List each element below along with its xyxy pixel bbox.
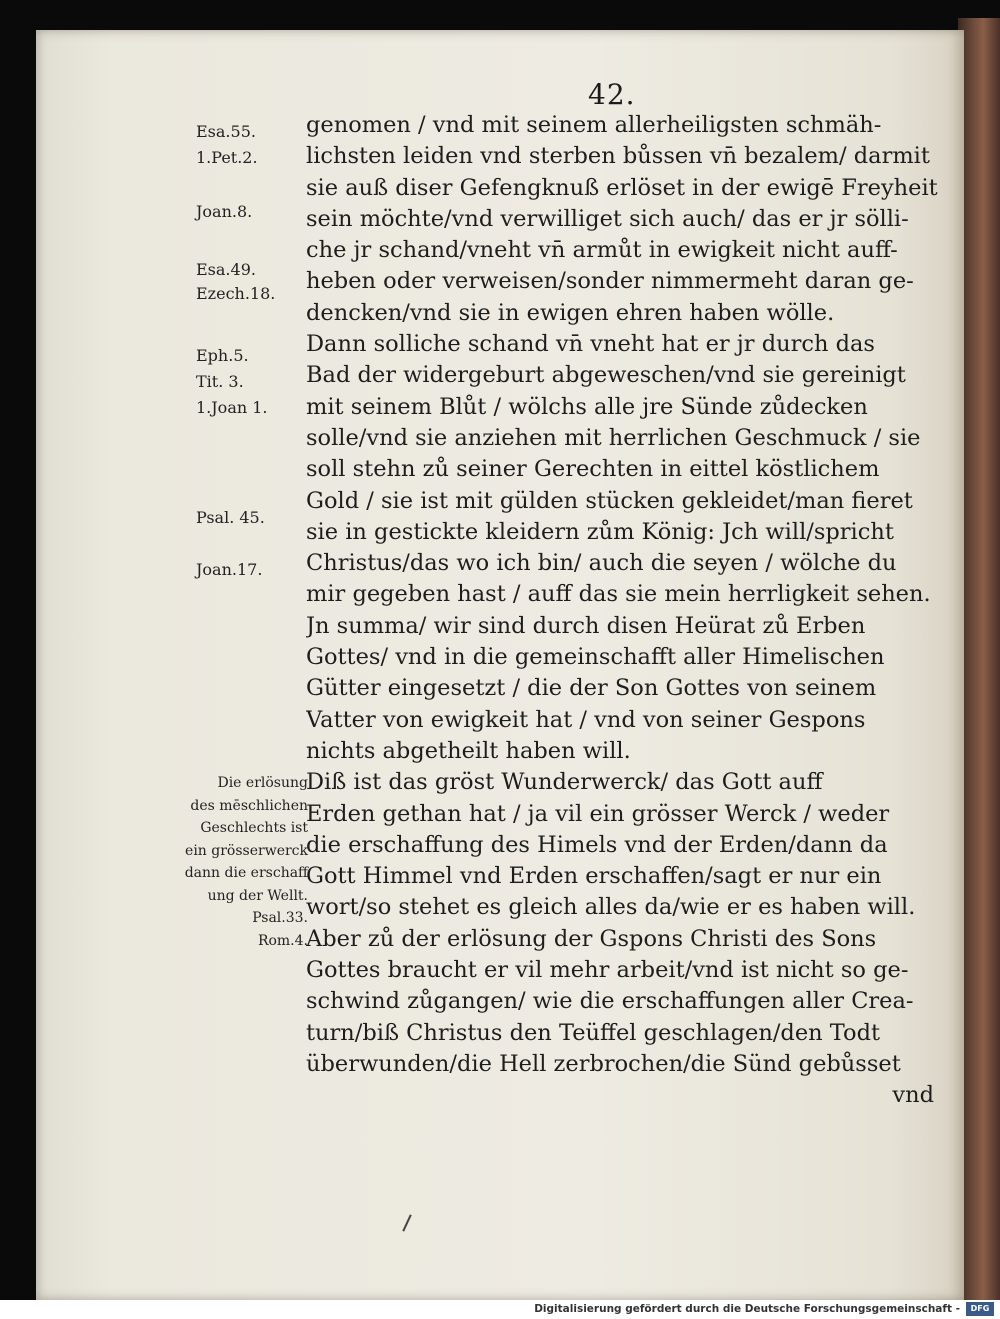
text-line: die erschaffung des Himels vnd der Erden/dann da bbox=[306, 831, 888, 858]
side-note-line: Die erlösung bbox=[217, 775, 308, 791]
margin-ref-tit-3: Tit. 3. bbox=[196, 372, 244, 391]
text-line: lichsten leiden vnd sterben bůssen vn̄ bezalem/ darmit bbox=[306, 143, 930, 170]
footer-bar bbox=[0, 1300, 1000, 1319]
side-note-ref: Rom.4. bbox=[257, 932, 308, 949]
side-note-line: des mēschlichen bbox=[190, 797, 308, 814]
margin-side-note bbox=[136, 772, 308, 952]
text-line: solle/vnd sie anziehen mit herrlichen Geschmuck / sie bbox=[306, 424, 921, 451]
text-line: Dann solliche schand vn̄ vneht hat er jr durch das bbox=[306, 331, 875, 358]
text-line: mit seinem Blůt / wölchs alle jre Sünde zůdecken bbox=[306, 393, 868, 420]
margin-ref-eph-5: Eph.5. bbox=[196, 346, 249, 365]
side-note-line: ein grösserwerck bbox=[185, 842, 308, 859]
margin-ref-ezech-18: Ezech.18. bbox=[196, 284, 276, 303]
text-line: Aber zů der erlösung der Gspons Christi des Sons bbox=[306, 925, 877, 952]
book-edge bbox=[958, 18, 1000, 1300]
catchword: vnd bbox=[892, 1082, 934, 1109]
margin-ref-esa-55: Esa.55. bbox=[196, 122, 256, 141]
margin-ref-joan-1: 1.Joan 1. bbox=[196, 398, 268, 417]
text-line: Gold / sie ist mit gülden stücken gekleidet/man fieret bbox=[306, 487, 913, 514]
text-line: Diß ist das gröst Wunderwerck/ das Gott auff bbox=[306, 769, 823, 796]
text-line: mir gegeben hast / auff das sie mein herrligkeit sehen. bbox=[306, 581, 931, 608]
text-line: turn/biß Christus den Teüffel geschlagen/den Todt bbox=[306, 1019, 881, 1046]
margin-ref-psal-45: Psal. 45. bbox=[196, 508, 265, 527]
text-line: heben oder verweisen/sonder nimmermeht daran ge- bbox=[306, 268, 914, 295]
text-line: Vatter von ewigkeit hat / vnd von seiner Gespons bbox=[306, 706, 866, 733]
side-note-line: dann die erschaff bbox=[184, 865, 308, 881]
dfg-logo-icon: DFG bbox=[966, 1302, 994, 1316]
text-line: Bad der widergeburt abgeweschen/vnd sie gereinigt bbox=[306, 362, 906, 389]
funding-credit: Digitalisierung gefördert durch die Deutsche Forschungsgemeinschaft - bbox=[534, 1303, 960, 1315]
margin-ref-joan-8: Joan.8. bbox=[196, 202, 253, 221]
text-line: sein möchte/vnd verwilliget sich auch/ das er jr sölli- bbox=[306, 205, 909, 232]
side-note-line: Geschlechts ist bbox=[200, 820, 308, 836]
text-line: Gottes braucht er vil mehr arbeit/vnd ist nicht so ge- bbox=[306, 957, 909, 984]
side-note-ref: Psal.33. bbox=[252, 910, 308, 926]
text-line: che jr schand/vneht vn̄ armůt in ewigkeit nicht auff- bbox=[306, 237, 898, 264]
margin-ref-pet-2: 1.Pet.2. bbox=[196, 148, 258, 167]
side-note-line: ung der Wellt. bbox=[207, 887, 308, 904]
text-line: schwind zůgangen/ wie die erschaffungen aller Crea- bbox=[306, 988, 914, 1015]
margin-ref-joan-17: Joan.17. bbox=[196, 560, 263, 579]
text-line: Erden gethan hat / ja vil ein grösser Werck / weder bbox=[306, 800, 890, 827]
text-line: überwunden/die Hell zerbrochen/die Sünd gebůsset bbox=[306, 1050, 901, 1077]
text-line: genomen / vnd mit seinem allerheiligsten schmäh- bbox=[306, 112, 882, 138]
body-text bbox=[306, 110, 946, 1112]
margin-ref-esa-49: Esa.49. bbox=[196, 260, 256, 279]
text-line: Jn summa/ wir sind durch disen Heürat zů Erben bbox=[306, 612, 866, 639]
page-number: 42. bbox=[588, 78, 636, 111]
text-line: sie in gestickte kleidern zům König: Jch will/spricht bbox=[306, 518, 894, 545]
text-line: Christus/das wo ich bin/ auch die seyen / wölche du bbox=[306, 550, 897, 577]
text-line: dencken/vnd sie in ewigen ehren haben wölle. bbox=[306, 299, 835, 326]
text-line: Gottes/ vnd in die gemeinschafft aller Himelischen bbox=[306, 644, 885, 671]
text-line: sie auß diser Gefengknuß erlöset in der ewigē Freyheit bbox=[306, 174, 938, 201]
text-line: nichts abgetheilt haben will. bbox=[306, 737, 631, 764]
text-line: Gott Himmel vnd Erden erschaffen/sagt er nur ein bbox=[306, 863, 882, 890]
text-line: soll stehn zů seiner Gerechten in eittel köstlichem bbox=[306, 456, 880, 483]
text-line: wort/so stehet es gleich alles da/wie er es haben will. bbox=[306, 894, 916, 921]
text-line: Gütter eingesetzt / die der Son Gottes von seinem bbox=[306, 675, 877, 702]
